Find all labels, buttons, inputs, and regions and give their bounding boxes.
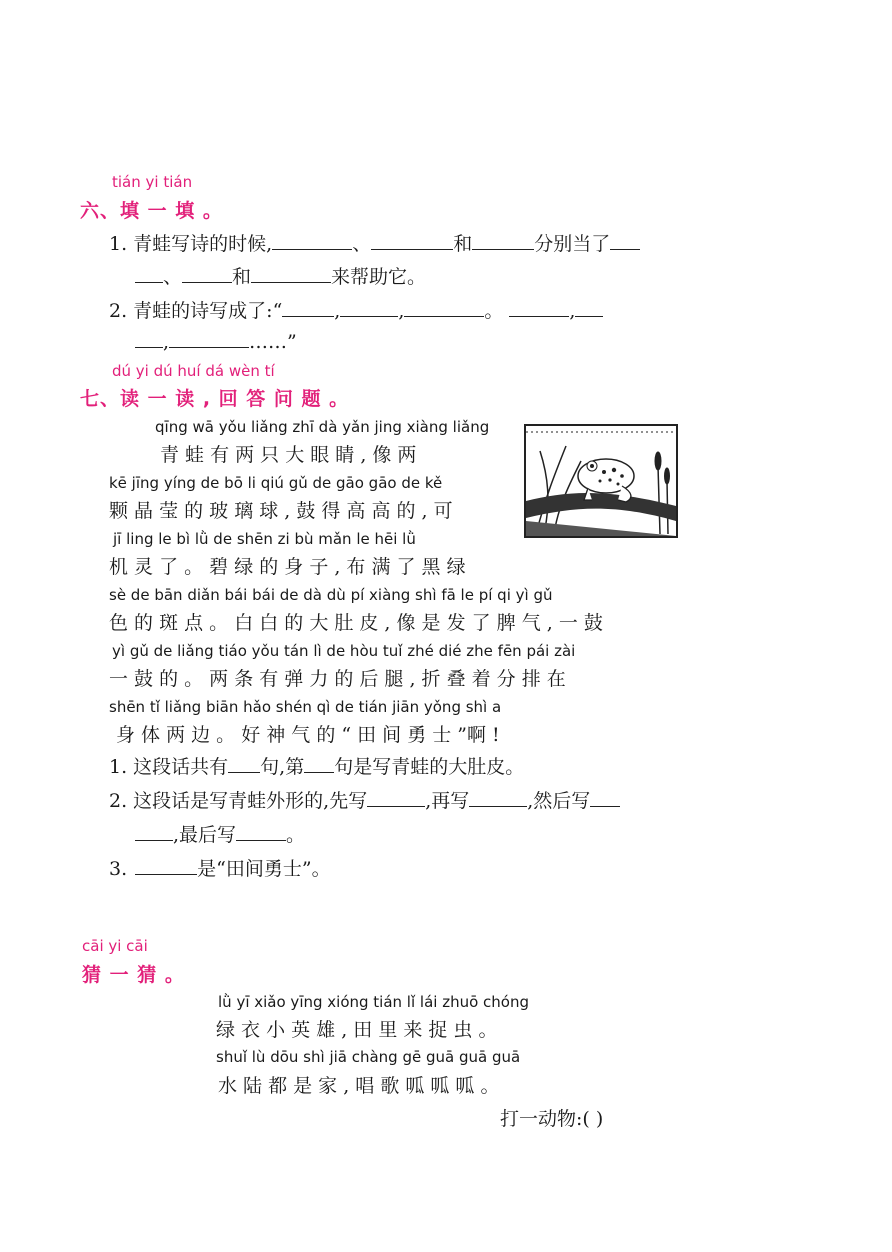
passage-text-5: 一 鼓 的 。 两 条 有 弹 力 的 后 腿 , 折 叠 着 分 排 在 <box>109 668 566 690</box>
passage-pinyin-3: jī ling le bì lǜ de shēn zi bù mǎn le hēi lǜ <box>113 530 416 548</box>
answer-blank[interactable] <box>590 788 620 807</box>
passage-text-2: 颗 晶 莹 的 玻 璃 球 , 鼓 得 高 高 的 , 可 <box>109 500 453 522</box>
riddle-title: 猜 一 猜 。 <box>82 964 185 986</box>
period: 。 <box>484 300 504 322</box>
answer-blank[interactable] <box>404 298 484 317</box>
section7-q2-line1 <box>109 786 620 813</box>
q2-end: ……” <box>249 331 297 353</box>
q3-number: 3. <box>109 858 128 880</box>
section6-q2-line2 <box>135 329 297 353</box>
answer-blank[interactable] <box>169 329 249 348</box>
answer-blank[interactable] <box>340 298 398 317</box>
section7-q1 <box>109 752 524 779</box>
section6-q2-line1 <box>109 296 603 323</box>
riddle-line1-pinyin: lǜ yī xiǎo yīng xióng tián lǐ lái zhuō chóng <box>218 993 530 1011</box>
section7-q3 <box>109 854 331 881</box>
answer-blank[interactable] <box>228 754 260 773</box>
q1-end: 来帮助它。 <box>331 266 427 288</box>
answer-blank[interactable] <box>135 329 163 348</box>
comma: , <box>334 300 341 322</box>
section7-q2-line2 <box>135 820 305 847</box>
riddle-answer[interactable]: 打一动物:( ) <box>500 1108 604 1130</box>
q1-sep-2: 、 <box>163 266 183 288</box>
section7-pinyin: dú yi dú huí dá wèn tí <box>112 362 275 380</box>
answer-blank[interactable] <box>304 754 334 773</box>
q2-text-d: ,最后写 <box>173 824 237 846</box>
answer-blank[interactable] <box>182 264 232 283</box>
q1-text-b: 分别当了 <box>534 233 611 255</box>
q1-sep: 、 <box>352 233 372 255</box>
passage-pinyin-5: yì gǔ de liǎng tiáo yǒu tán lì de hòu tuǐ zhé dié zhe fēn pái zài <box>112 642 576 660</box>
q1-text-b: 句,第 <box>260 756 305 778</box>
comma: , <box>163 331 170 353</box>
riddle-line2-pinyin: shuǐ lù dōu shì jiā chàng gē guā guā guā <box>216 1048 521 1066</box>
passage-pinyin-4: sè de bān diǎn bái bái de dà dù pí xiàng shì fā le pí qi yì gǔ <box>109 586 553 604</box>
answer-blank[interactable] <box>509 298 569 317</box>
passage-text-3: 机 灵 了 。 碧 绿 的 身 子 , 布 满 了 黑 绿 <box>109 556 466 578</box>
section6-pinyin: tián yi tián <box>112 173 193 191</box>
passage-text-4: 色 的 斑 点 。 白 白 的 大 肚 皮 , 像 是 发 了 脾 气 , 一 鼓 <box>109 612 603 634</box>
answer-blank[interactable] <box>251 264 331 283</box>
answer-blank[interactable] <box>272 231 352 250</box>
comma: , <box>569 300 576 322</box>
q1-text: 1. 青蛙写诗的时候, <box>109 233 273 255</box>
section6-q1-line2 <box>135 262 426 289</box>
q2-text: 2. 青蛙的诗写成了:“ <box>109 300 283 322</box>
answer-blank[interactable] <box>610 231 640 250</box>
q1-text: 1. 这段话共有 <box>109 756 229 778</box>
comma: , <box>398 300 405 322</box>
answer-blank[interactable] <box>367 788 425 807</box>
q1-and: 和 <box>453 233 473 255</box>
answer-blank[interactable] <box>469 788 527 807</box>
answer-blank[interactable] <box>575 298 603 317</box>
passage-text-6: 身 体 两 边 。 好 神 气 的 “ 田 间 勇 士 ”啊 ! <box>116 724 500 746</box>
answer-blank[interactable] <box>135 822 173 841</box>
answer-blank[interactable] <box>472 231 534 250</box>
answer-blank[interactable] <box>236 822 286 841</box>
answer-blank[interactable] <box>135 264 163 283</box>
passage-text-1: 青 蛙 有 两 只 大 眼 睛 , 像 两 <box>160 444 417 466</box>
riddle-line2-text: 水 陆 都 是 家 , 唱 歌 呱 呱 呱 。 <box>218 1075 500 1097</box>
riddle-pinyin: cāi yi cāi <box>82 937 148 955</box>
answer-blank[interactable] <box>135 856 197 875</box>
passage-pinyin-2: kē jīng yíng de bō li qiú gǔ de gāo gāo de kě <box>109 474 443 492</box>
q1-text-c: 句是写青蛙的大肚皮。 <box>334 756 525 778</box>
answer-blank[interactable] <box>282 298 334 317</box>
q2-text-c: ,然后写 <box>527 790 591 812</box>
frog-illustration <box>524 424 678 538</box>
section6-q1-line1 <box>109 229 640 256</box>
q1-and-2: 和 <box>232 266 252 288</box>
section6-title: 六、填 一 填 。 <box>80 200 223 222</box>
frog-on-branch-icon <box>526 426 676 536</box>
riddle-line1-text: 绿 衣 小 英 雄 , 田 里 来 捉 虫 。 <box>216 1019 498 1041</box>
q2-text-e: 。 <box>286 824 306 846</box>
q2-text-b: ,再写 <box>425 790 470 812</box>
section7-title: 七、读 一 读 , 回 答 问 题 。 <box>80 388 350 410</box>
passage-pinyin-6: shēn tǐ liǎng biān hǎo shén qì de tián jiān yǒng shì a <box>109 698 502 716</box>
q2-text: 2. 这段话是写青蛙外形的,先写 <box>109 790 368 812</box>
passage-pinyin-1: qīng wā yǒu liǎng zhī dà yǎn jing xiàng liǎng <box>155 418 490 436</box>
q3-text: 是“田间勇士”。 <box>197 858 331 880</box>
answer-blank[interactable] <box>371 231 453 250</box>
